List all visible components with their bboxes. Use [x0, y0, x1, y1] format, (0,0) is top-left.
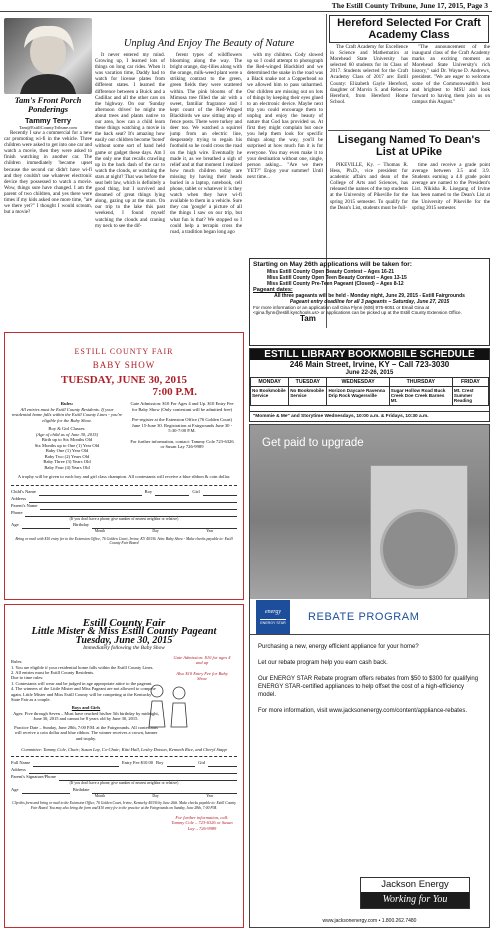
lisegang-col1: [330, 162, 408, 256]
form-line[interactable]: [167, 760, 196, 767]
column-signoff: Tam: [300, 314, 316, 323]
little-pageant-entry: Also $10 Entry Fee for Baby Show: [176, 670, 228, 682]
form-line[interactable]: [155, 489, 189, 496]
bookmobile-table: [250, 377, 489, 406]
baby-show-gate: Gate Admission: $10 For Ages 4 and Up. $10 Entry Fee for Baby Show (Only contestant will be admitted free): [130, 401, 234, 412]
baby-category: Baby One (1) Year Old: [45, 448, 89, 453]
little-pageant-info: For further information, call: Tammy Cole – 723-6326 or Susan Lay – 726-9989: [171, 815, 233, 831]
baby-category: (Age of child as of June 30, 2015): [35, 431, 99, 437]
baby-category: Baby Four (4) Years Old: [44, 464, 90, 470]
column-body-1: [4, 130, 92, 328]
column-byline: [4, 96, 92, 130]
jackson-energy-tagline: Working for You: [361, 892, 469, 908]
hereford-text-2: "The announcement of the inaugural class of the Craft Academy marks an exciting moment as Morehead State University's rich history," said Dr. Wayne D. Andrews, president. "We are eager to welcome some of the Commonwealth's best and brightest to MSU and look forward to having them join us on campus this August.": [412, 44, 490, 105]
stop-cell: Horizon Daycare Ravenna Drip Rock Wagersville: [327, 387, 389, 406]
form-label: Month: [94, 529, 105, 533]
form-label: Boy: [156, 760, 164, 766]
baby-show-time: 7:00 P.M.: [152, 385, 197, 398]
bookmobile-address: 246 Main Street, Irvine, KY – Call 723-3030: [289, 360, 450, 369]
form-line[interactable]: [59, 774, 237, 781]
baby-show-rules-title: Rules:: [60, 401, 74, 406]
stop-cell: No Bookmobile Service: [289, 387, 327, 406]
form-line[interactable]: [29, 496, 237, 503]
form-line[interactable]: [25, 510, 237, 517]
form-note: (If you don't have a phone, give number of nearest neighbor or relative): [69, 516, 179, 521]
rule-item: 4. The winners of the Little Mister and Miss Pageant are not allowed to compete again. Little Mister and Miss Estill County will be competing at the Kentucky State Fair as a couple.: [11, 686, 156, 703]
column-body-2b: [95, 52, 165, 328]
energy-star-logo: [256, 600, 290, 634]
little-pageant-admission: Gate Admission: $10 for ages 4 and up: [173, 655, 231, 666]
form-line[interactable]: [33, 760, 119, 767]
form-line[interactable]: [92, 522, 237, 529]
hereford-text-1: The Craft Academy for Excellence in Science and Mathematics at Morehead State University has selected 60 students for its Class of 2017. Students selected for the Craft Academy Class of 2017 are: Estill County: Elizabeth Gayle Hereford, daughter of Marvin S. and Rebecca Hereford, from Hereford Home School.: [330, 44, 408, 105]
form-label: Month: [94, 793, 105, 798]
column-email: Tam@EstillCountyTribune.com: [19, 125, 77, 130]
form-label: Full Name: [11, 760, 31, 766]
little-pageant-date: Tuesday, June 30, 2015: [75, 635, 173, 647]
bookmobile-dates: June 22-26, 2015: [345, 370, 394, 376]
hereford-col1: [330, 44, 408, 128]
baby-category: Birth up to Six Months Old: [41, 437, 93, 442]
form-label: Age: [11, 522, 19, 527]
day-header: THURSDAY: [389, 378, 452, 387]
baby-show-date: TUESDAY, JUNE 30, 2015: [60, 374, 188, 386]
portrait-icon: [4, 18, 92, 94]
column-headline: Unplug And Enjoy The Beauty of Nature: [123, 38, 295, 49]
upgrade-ad-p4: For more information, visit www.jacksonenergy.com/content/appliance-rebates.: [258, 708, 467, 714]
appliance-door-icon: [380, 509, 458, 589]
stop-cell: No Bookmobile Service: [251, 387, 289, 406]
rule-item: Due to time rules:: [11, 675, 44, 681]
lisegang-col2: [412, 162, 490, 256]
form-note: (If you don't have a phone, give number of nearest neighbor or relative): [69, 781, 179, 786]
form-line[interactable]: [203, 489, 237, 496]
jackson-energy-brand: [360, 877, 470, 909]
hereford-title: Hereford Selected For Craft Academy Class: [329, 15, 489, 43]
pageant-dates-label: Pageant dates:: [253, 287, 293, 293]
upgrade-ad-p3: Our ENERGY STAR Rebate program offers rebates from $50 to $300 for qualifying ENERGY STAR-certified appliances to help offset the cost of a high-efficiency model.: [258, 676, 479, 698]
day-header: TUESDAY: [289, 378, 327, 387]
upgrade-ad-header: Get paid to upgrade: [262, 437, 364, 449]
form-line[interactable]: [92, 787, 237, 794]
stop-cell: Mt. Crest Summer Reading: [452, 387, 488, 406]
little-pageant-org: Estill County Fair: [82, 617, 166, 629]
day-header: FRIDAY: [452, 378, 488, 387]
baby-category: Baby Three (3) Years Old: [43, 459, 91, 464]
little-pageant-subtitle: Immediately following the Baby Show: [83, 644, 165, 651]
rebate-program-title: REBATE PROGRAM: [308, 610, 420, 623]
baby-show-footer: Bring or mail with $10 entry fee to the Extension Office, 76 Golden Court, Irvine, KY 40336. Attn: Baby Show - Make checks payable to: Estill County Fair Board: [15, 536, 233, 546]
day-header: WEDNESDAY: [327, 378, 389, 387]
form-label: Girl: [192, 488, 200, 494]
baby-show-categories-title: Boy & Girl Classes:: [48, 426, 86, 431]
baby-show-title: BABY SHOW: [92, 359, 156, 370]
hereford-col2: [412, 44, 490, 128]
upgrade-ad-p1: Purchasing a new, energy efficient appliance for your home?: [258, 644, 419, 650]
form-line[interactable]: [208, 760, 237, 767]
little-pageant-form: [11, 756, 237, 810]
little-pageant-fees: [171, 655, 233, 682]
column-text-3: ferent types of wildflowers blooming along the way. The bright orange, day-lilies along with the orange, milk-weed plant were a striking contrast to the green, green fields they were scattered within. The pink blooms of the Mimosa tree filled the air with a sweet, familiar fragrance and I kept count of the Red-Winged Blackbirds we saw sitting atop of fence posts. There were turkey and deer too. We watched a squirrel jump from an electric line, desperately trying to regain his foothold so he could cross the road on the high wire. Eventually he made it, as we breathed a sigh of relief and at that moment I realized how much children today are missing by having their heads buried in a laptop, notebook, cell phone, tablet or whatever it is they watch when they have wi-fi available to them in a vehicle. Sure they can 'google' a picture of all the things I saw on our trip, but what fun is that? We stopped so I could help a terrapin cross the road, a tradition began long ago: [170, 52, 242, 235]
form-label: Year: [206, 793, 214, 798]
stop-cell: Sugar Hollow Road Buck Creek Doe Creek Barnes Mt.: [389, 387, 452, 406]
baby-show-org: ESTILL COUNTY FAIR: [74, 347, 174, 356]
form-line[interactable]: [39, 489, 142, 496]
upgrade-ad-body: [250, 635, 489, 723]
rule-item: 1. Contestants will wear and be judged in age appropriate attire to the pageant.: [11, 680, 153, 686]
baby-show-info: For further information, contact: Tammy Cole 723-6326 or Susan Lay 726-9989: [130, 438, 234, 449]
pageant-date-line: All three pageants will be held - Monday night, June 29, 2015 - Estill Fairgrounds: [274, 293, 465, 299]
baby-show-form: [11, 485, 237, 546]
jackson-energy-name: Jackson Energy: [381, 879, 449, 890]
little-pageant-committee: Committee: Tammy Cole, Chair; Susan Lay, Co-Chair; Kitti Hall, Lesley Dotson, Kenneth Rice, and Cheryl Stapp: [21, 746, 227, 752]
little-pageant-rules: [11, 659, 161, 702]
baby-show-prereg: Pre-register at the Extension Office (76 Golden Court) June 15-June 30. Registration at Fairgrounds June 30 - 5:30-7:00 P.M.: [131, 417, 233, 433]
form-label: Day: [152, 529, 159, 533]
energy-star-text: ENERGY STAR: [260, 620, 286, 625]
lisegang-text-1: PIKEVILLE, Ky. – Thomas R. Hess, Ph.D., vice president for academic affairs and dean of the College of Arts and Sciences, has released the names of the top students at the University of Pikeville for the spring 2015 semester. To qualify for the Dean's List, students must be full-: [330, 162, 408, 211]
little-pageant-ad: [4, 604, 244, 928]
column-text-4: with my children. Cody slowed up so I could attempt to photograph the Red-winged Blackbird and we determined the snake in the road was a Black snake not a Copperhead so we allowed him to pass unharmed. Our children are missing out on lots of things by keeping their eyes glued to an electronic device. Maybe next trip you could encourage them to unplug and enjoy the beauty of nature that God has provided us. At first they might complain but once you help them look for specific things along the way, you'll be surprised at how much fun it is for everyone. You may even make it to your destination without one, single, person asking... "Are we there YET?" Enjoy your summer! Until next time...: [247, 52, 323, 180]
bookmobile-schedule: [249, 348, 490, 412]
masthead: [0, 0, 492, 12]
column-author: Tammy Terry: [25, 116, 71, 125]
form-label: Girl: [198, 760, 206, 766]
form-line[interactable]: [40, 503, 237, 510]
form-line[interactable]: [22, 522, 70, 529]
upgrade-ad-photo: [250, 425, 489, 599]
energy-star-script: energy: [264, 608, 282, 615]
day-header: MONDAY: [251, 378, 289, 387]
form-label: Parent's Signature/Phone: [11, 774, 56, 780]
pageant-item: Miss Estill County Open Teen Beauty Contest – Ages 13-15: [267, 275, 407, 281]
form-label: Boy: [144, 488, 153, 494]
pageant-notice: [249, 258, 490, 346]
pageant-contact: For more information or an application call Gina Flynn (606) 975-6051 or Email Gina at <gina.flynn@estill.kyschools.us> or applications can be picked up at the Estill County Extension Office.: [253, 305, 462, 316]
little-pageant-title: Little Mister & Miss Estill County Pageant: [31, 626, 217, 638]
column-body-3: [170, 52, 242, 328]
bookmobile-footer: "Mommie & Me" and Storytime Wednesdays, 10:00 a.m. & Fridays, 10:30 a.m.: [249, 412, 490, 422]
pageant-item: Miss Estill County Pre-Teen Pageant (Closed) – Ages 8-12: [267, 281, 404, 287]
form-label: Parent's Name: [11, 502, 38, 508]
pageant-item: Miss Estill County Open Beauty Contest – Ages 16-21: [267, 269, 395, 275]
upgrade-ad: [249, 424, 490, 928]
bookmobile-title: ESTILL LIBRARY BOOKMOBILE SCHEDULE: [250, 349, 489, 360]
baby-show-ad: [4, 332, 244, 600]
form-line[interactable]: [22, 787, 70, 794]
little-pageant-rules-title: Rules:: [11, 659, 23, 665]
form-label: Child's Name: [11, 488, 36, 494]
form-label: Address: [11, 767, 26, 773]
form-label: Birthdate: [72, 786, 90, 792]
pageant-notice-title: Starting on May 26th applications will be taken for:: [253, 261, 413, 268]
column-body-2: [95, 16, 163, 36]
form-label: Phone: [11, 509, 23, 515]
lisegang-text-2: time and receive a grade point average between 3.5 and 3.9. Students earning a 4.0 grade point average are named to the President's List. Nikisha R. Lisegang of Irvine has been named to the Dean's List at the University of Pikeville for the spring 2015 semester.: [412, 162, 490, 211]
column-text-1: Recently I saw a commercial for a new car promoting wi-fi in the vehicle. Three children were asked to get into one car and watch a movie, then they were asked to finish watching in another car. The children immediately 'became upset because the second car didn't have wi-fi and they couldn't use whatever electronic device they possessed to watch a movie. Wow, things sure have changed. I am the parent of two children, and yes there were times if my kids asked one more time, "are we there yet?" I thought I would scream, but a movie?: [4, 130, 92, 216]
upgrade-ad-p2: Let our rebate program help you earn cash back.: [258, 660, 388, 666]
columnist-photo: [4, 18, 92, 94]
form-label: Entry Fee $10.00: [121, 760, 154, 766]
children-illustration-icon: [143, 681, 193, 729]
little-pageant-boys-girls: Ages: Five through Seven – Must have reached his/her 5th birthday by midnight, June 30, 2015 and cannot be 8 years old by June 30, 2015.: [13, 710, 159, 722]
column-title: Tam's Front Porch Ponderings: [14, 95, 82, 114]
pageant-deadline: Pageant entry deadline for all 3 pageants – Saturday, June 27, 2015: [289, 299, 450, 305]
baby-show-rules: All entries must be Estill County Residents. If your residential home falls within the Estill County Lines - you're eligible for the Baby Show.: [11, 406, 123, 423]
little-pageant-boys-girls-title: Boys and Girls: [71, 705, 101, 711]
column-text-2: It never entered my mind. Growing up, I learned lots of things on long car rides. When it was vacation time, Daddy had to watch for license plates from different states. I learned the difference between a Buick and a Cadillac and all the other cars on the highway. On our 'Sunday afternoon drives' he might me about trees and plants native to our area, how can a child learn these things watching a movie in the back seat? It's amazing how easily our children become 'bored' without some sort of hand held game or gadget these days. Am I the only one that recalls crawling up in the back dash of the car to watch the clouds, or watching the stars at night? That was before the seat belt law, which is definitely a good thing, but I survived and dreamed of great things lying along, gazing up at the stars. On our trip to the lake this past weekend, I found myself watching the clouds and craning my neck to see the dif-: [95, 52, 165, 229]
form-label: Birthday: [72, 522, 90, 527]
form-label: Day: [152, 793, 159, 798]
baby-category: Six Months up to One (1) Year Old: [34, 442, 100, 448]
baby-category: Baby Two (2) Years Old: [44, 453, 90, 459]
little-pageant-practice: Practice Date – Sunday, June 28th, 7:00 P.M. at the Fairgrounds. All contestants will receive a coin dollar and blue ribbon. The winner receives a crown, banner and trophy.: [14, 724, 158, 741]
masthead-text: The Estill County Tribune, June 17, 2015, Page 3: [331, 1, 488, 10]
form-line[interactable]: [29, 767, 237, 774]
lisegang-title: Lisegang Named To Dean's List at UPike: [337, 134, 481, 158]
rule-item: 2. All entries must be Estill County Residents.: [11, 670, 95, 676]
rule-item: 1. You are eligible if your residential home falls within the Estill County Lines.: [11, 664, 154, 670]
jackson-energy-footer: www.jacksonenergy.com • 1.800.262.7480: [322, 918, 417, 924]
baby-show-trophy: A trophy will be given to each boy and girl class champion. All contestants will receive a blue ribbon & coin dollar.: [17, 474, 231, 479]
little-pageant-footer: Clip this form and bring or mail to the Extension Office, 76 Golden Court, Irvine, Kentucky 40336 by June 26th. Make checks payable to: Estill County Fair Board. You may also bring the form and $10 entry fee to the practice at the Fairgrounds on Sunday, June 28th, 7:00 P.M.: [12, 801, 236, 810]
rebate-bar: [250, 599, 489, 635]
form-label: Age: [11, 786, 19, 792]
form-label: Year: [206, 529, 214, 533]
form-label: Address: [11, 495, 27, 501]
